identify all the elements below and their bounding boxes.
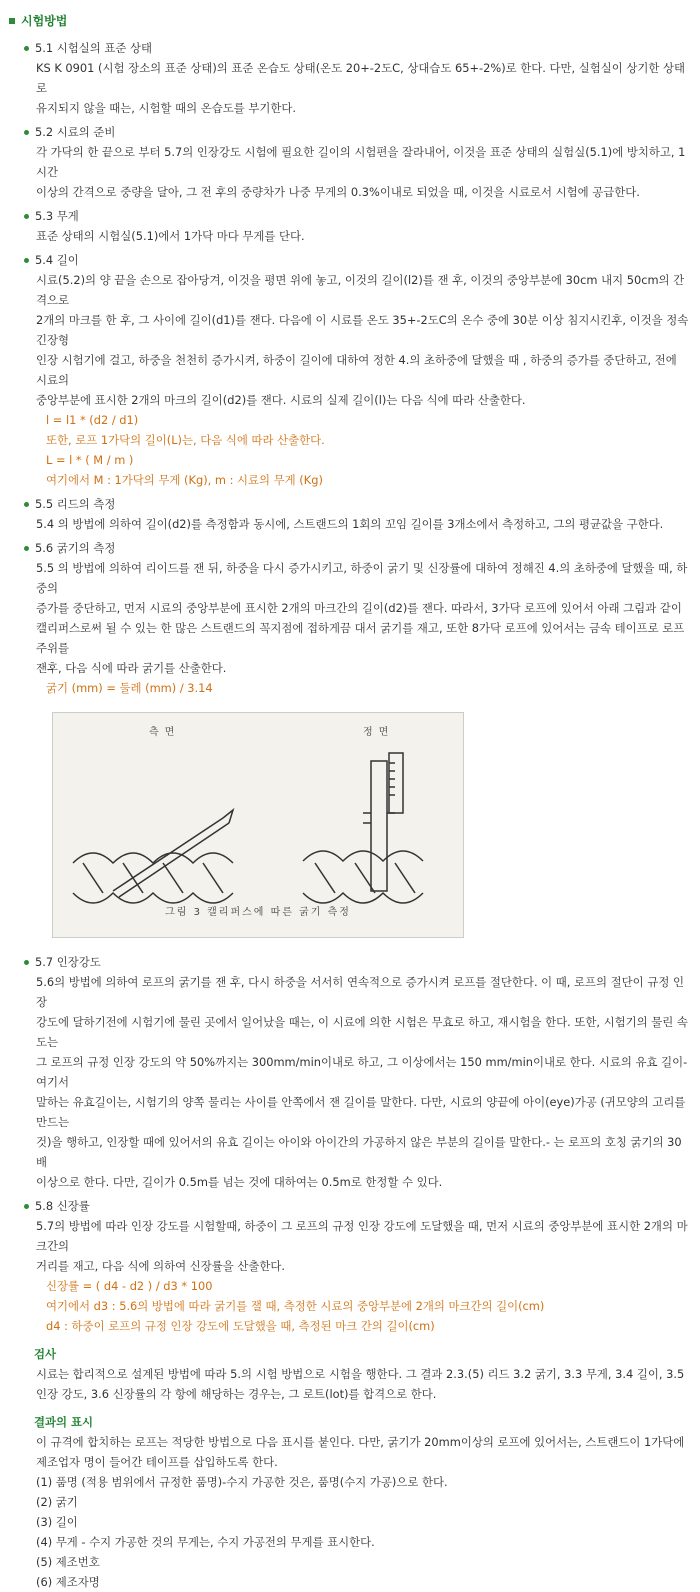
section-5-2 xyxy=(6,122,694,202)
section-title: 5.5 리드의 측정 xyxy=(35,497,116,511)
bullet-icon xyxy=(24,960,29,965)
section-title: 5.8 신장률 xyxy=(35,1199,90,1213)
caliper-figure xyxy=(52,712,464,938)
text-line: 표준 상태의 시험실(5.1)에서 1가닥 마다 무게를 단다. xyxy=(36,229,305,243)
formula-line: 여기에서 M : 1가닥의 무게 (Kg), m : 시료의 무게 (Kg) xyxy=(46,473,323,487)
figure-front-label: 정면 xyxy=(363,727,395,738)
text-line: 5.5 의 방법에 의하여 리이드를 잰 뒤, 하중을 다시 증가시키고, 하중이 굵기 및 신장률에 대하여 정해진 4.의 초하중에 달했을 때, 하중의 xyxy=(36,561,688,595)
text-line: 것)을 행하고, 인장할 때에 있어서의 유효 길이는 아이와 아이간의 가공하지 않은 부분의 길이를 말한다.- 는 로프의 호칭 굵기의 30배 xyxy=(36,1135,682,1169)
figure-caption: 그림 3 캘리퍼스에 따른 굵기 측정 xyxy=(165,907,351,918)
text-line: 증가를 중단하고, 먼저 시료의 중앙부분에 표시한 2개의 마크간의 길이(d2)를 잰다. 따라서, 3가닥 로프에 있어서 아래 그림과 같이 xyxy=(36,601,682,615)
text-line: 제조업자 명이 들어간 테이프를 삽입하도록 한다. xyxy=(36,1455,278,1469)
formula-line: 굵기 (mm) = 둘레 (mm) / 3.14 xyxy=(46,681,213,695)
text-line: 5.7의 방법에 따라 인장 강도를 시험할때, 하중이 그 로프의 규정 인장 강도에 도달했을 때, 먼저 시료의 중앙부분에 표시한 2개의 마크간의 xyxy=(36,1219,688,1253)
section-5-6 xyxy=(6,538,694,938)
section-5-7 xyxy=(6,952,694,1192)
formula-line: d4 : 하중이 로프의 규정 인장 강도에 도달했을 때, 측정된 마크 간의 길이(cm) xyxy=(46,1319,435,1333)
list-item: (4) 무게 - 수지 가공한 것의 무게는, 수지 가공전의 무게를 표시한다. xyxy=(36,1535,375,1549)
bullet-icon xyxy=(24,502,29,507)
text-line: 유지되지 않을 때는, 시험할 때의 온습도를 부기한다. xyxy=(36,101,297,115)
text-line: 인장 시험기에 걸고, 하중을 천천히 증가시켜, 하중이 길이에 대하여 정한 4.의 초하중에 달했을 때 , 하중의 증가를 중단하고, 전에 시료의 xyxy=(36,353,677,387)
bullet-icon xyxy=(24,258,29,263)
text-line: 거리를 재고, 다음 식에 의하여 신장률을 산출한다. xyxy=(36,1259,286,1273)
figure-side-label: 측면 xyxy=(149,727,181,738)
text-line: 강도에 달하기전에 시험기에 물린 곳에서 일어났을 때는, 이 시료에 의한 시험은 무효로 하고, 재시험을 한다. 또한, 시험기의 물린 속도는 xyxy=(36,1015,688,1049)
text-line: 이 규격에 합치하는 로프는 적당한 방법으로 다음 표시를 붙인다. 다만, 굵기가 20mm이상의 로프에 있어서는, 스트랜드이 1가닥에 xyxy=(36,1435,685,1449)
text-line: KS K 0901 (시험 장소의 표준 상태)의 표준 온습도 상태(온도 20+-2도C, 상대습도 65+-2%)로 한다. 다만, 실험실이 상기한 상태로 xyxy=(36,61,686,95)
section-title: 5.7 인장강도 xyxy=(35,955,101,969)
formula-line: l = l1 * (d2 / d1) xyxy=(46,413,139,427)
formula-line: L = l * ( M / m ) xyxy=(46,453,134,467)
marking-title: 결과의 표시 xyxy=(34,1415,93,1429)
section-title: 5.1 시험실의 표준 상태 xyxy=(35,41,153,55)
section-5-1 xyxy=(6,38,694,118)
text-line: 그 로프의 규정 인장 강도의 약 50%까지는 300mm/min이내로 하고, 그 이상에서는 150 mm/min이내로 한다. 시료의 유효 길이-여기서 xyxy=(36,1055,688,1089)
text-line: 이상으로 한다. 다만, 길이가 0.5m를 넘는 것에 대하여는 0.5m로 한정할 수 있다. xyxy=(36,1175,443,1189)
text-line: 시료는 합리적으로 설계된 방법에 따라 5.의 시험 방법으로 시험을 행한다. 그 결과 2.3.(5) 리드 3.2 굵기, 3.3 무게, 3.4 길이, 3.5 xyxy=(36,1367,685,1381)
text-line: 중앙부분에 표시한 2개의 마크의 길이(d2)를 잰다. 시료의 실제 길이(l)는 다음 식에 따라 산출한다. xyxy=(36,393,526,407)
square-bullet-icon xyxy=(9,18,15,24)
text-line: 각 가닥의 한 끝으로 부터 5.7의 인장강도 시험에 필요한 길이의 시험편을 잘라내어, 이것을 표준 상태의 실험실(5.1)에 방치하고, 1시간 xyxy=(36,145,686,179)
formula-line: 신장률 = ( d4 - d2 ) / d3 * 100 xyxy=(46,1279,213,1293)
bullet-icon xyxy=(24,214,29,219)
section-title: 5.2 시료의 준비 xyxy=(35,125,116,139)
section-5-8 xyxy=(6,1196,694,1336)
text-line: 시료(5.2)의 양 끝을 손으로 잡아당겨, 이것을 평면 위에 놓고, 이것의 길이(l2)를 잰 후, 이것의 중앙부분에 30cm 내지 50cm의 간격으로 xyxy=(36,273,685,307)
section-heading: 시험방법 xyxy=(6,8,694,34)
section-5-3 xyxy=(6,206,694,246)
bullet-icon xyxy=(24,1204,29,1209)
list-item: (6) 제조자명 xyxy=(36,1575,100,1589)
bullet-icon xyxy=(24,546,29,551)
list-item: (2) 굵기 xyxy=(36,1495,78,1509)
list-item: (1) 품명 (적용 범위에서 규정한 품명)-수지 가공한 것은, 품명(수지 가공)으로 한다. xyxy=(36,1475,448,1489)
text-line: 잰후, 다음 식에 따라 굵기를 산출한다. xyxy=(36,661,227,675)
inspection-title: 검사 xyxy=(34,1347,57,1361)
text-line: 5.6의 방법에 의하여 로프의 굵기를 잰 후, 다시 하중을 서서히 연속적으로 증가시켜 로프를 절단한다. 이 때, 로프의 절단이 규정 인장 xyxy=(36,975,684,1009)
text-line: 캘리퍼스로써 될 수 있는 한 많은 스트랜드의 꼭지점에 접하게끔 대서 굵기를 재고, 또한 8가닥 로프에 있어서는 금속 테이프로 로프 주위를 xyxy=(36,621,685,655)
text-line: 2개의 마크를 한 후, 그 사이에 길이(d1)를 잰다. 다음에 이 시료를 온도 35+-2도C의 온수 중에 30분 이상 침지시킨후, 이것을 정속 긴장형 xyxy=(36,313,689,347)
text-line: 5.4 의 방법에 의하여 길이(d2)를 측정함과 동시에, 스트랜드의 1회의 꼬임 길이를 3개소에서 측정하고, 그의 평균값을 구한다. xyxy=(36,517,664,531)
formula-line: 여기에서 d3 : 5.6의 방법에 따라 굵기를 잴 때, 측정한 시료의 중앙부분에 2개의 마크간의 길이(cm) xyxy=(46,1299,545,1313)
section-title: 5.4 길이 xyxy=(35,253,79,267)
section-5-4 xyxy=(6,250,694,490)
section-title: 5.3 무게 xyxy=(35,209,79,223)
section-title: 5.6 굵기의 측정 xyxy=(35,541,116,555)
text-line: 말하는 유효길이는, 시험기의 양쪽 물리는 사이를 안쪽에서 잰 길이를 말한다. 다만, 시료의 양끝에 아이(eye)가공 (귀모양의 고리를 만드는 xyxy=(36,1095,686,1129)
list-item: (5) 제조번호 xyxy=(36,1555,100,1569)
formula-line: 또한, 로프 1가닥의 길이(L)는, 다음 식에 따라 산출한다. xyxy=(46,433,325,447)
bullet-icon xyxy=(24,130,29,135)
bullet-icon xyxy=(24,46,29,51)
section-5-5 xyxy=(6,494,694,534)
text-line: 인장 강도, 3.6 신장률의 각 항에 해당하는 경우는, 그 로트(lot)를 합격으로 한다. xyxy=(36,1387,437,1401)
list-item: (3) 길이 xyxy=(36,1515,78,1529)
text-line: 이상의 간격으로 중량을 달아, 그 전 후의 중량차가 나중 무게의 0.3%이내로 되었을 때, 이것을 시료로서 시험에 공급한다. xyxy=(36,185,640,199)
